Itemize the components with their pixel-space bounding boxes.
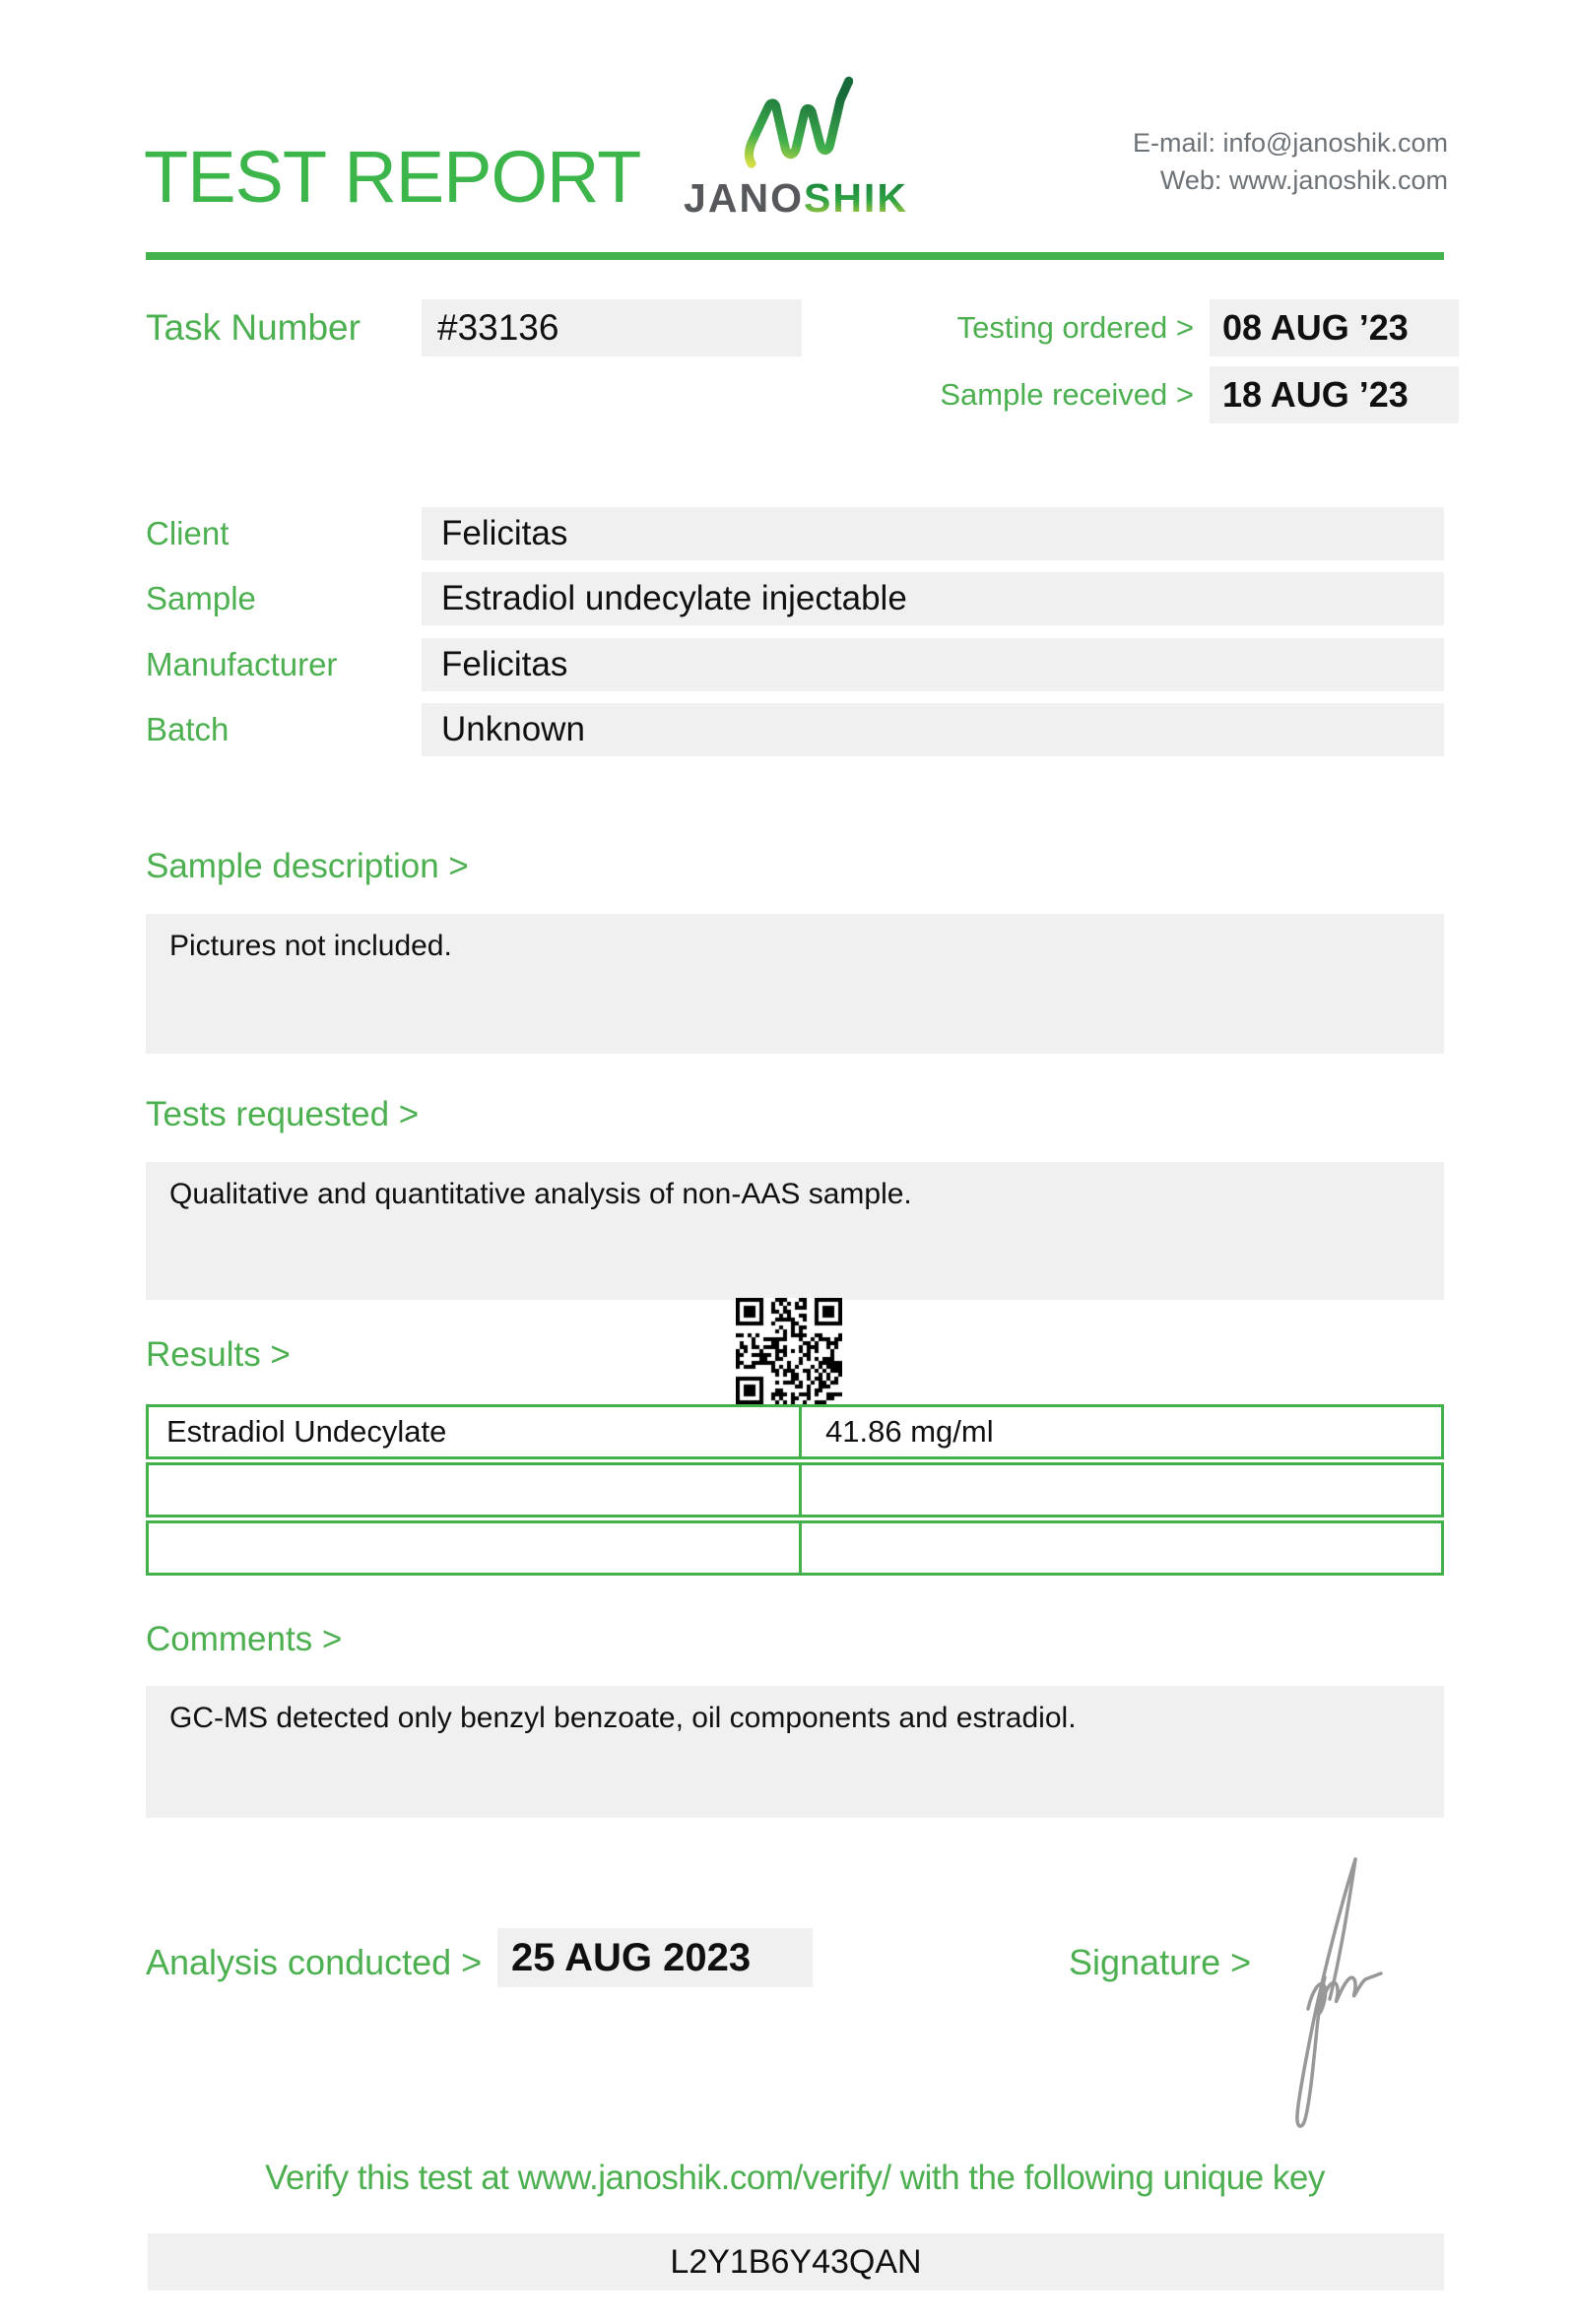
analyte-cell (149, 1523, 802, 1573)
result-cell (802, 1465, 1441, 1515)
table-row (146, 1404, 1444, 1459)
sample-received-value: 18 AUG ’23 (1210, 366, 1459, 423)
batch-value: Unknown (422, 703, 1444, 756)
signature-scribble (1271, 1851, 1389, 2137)
qr-code (736, 1298, 842, 1404)
contact-block (1133, 124, 1448, 199)
testing-ordered-value: 08 AUG ’23 (1210, 299, 1459, 356)
header-divider (146, 252, 1444, 260)
task-number-value: #33136 (422, 299, 802, 356)
result-cell: 41.86 mg/ml (825, 1414, 994, 1449)
sample-label: Sample (146, 580, 256, 616)
analyte-cell: Estradiol Undecylate (149, 1407, 802, 1456)
result-cell (802, 1523, 1441, 1573)
comments-text: GC-MS detected only benzyl benzoate, oil components and estradiol. (169, 1702, 1077, 1734)
testing-ordered-label: Testing ordered > (956, 310, 1194, 345)
signature-label: Signature > (1069, 1942, 1252, 1982)
analysis-conducted-label: Analysis conducted > (146, 1942, 483, 1982)
table-row (146, 1520, 1444, 1576)
analysis-date-value: 25 AUG 2023 (497, 1928, 813, 1987)
sample-description-box (146, 914, 1444, 1054)
logo-shik: SHIK (803, 175, 908, 221)
client-value: Felicitas (422, 507, 1444, 560)
sample-description-heading: Sample description > (146, 847, 469, 885)
comments-box (146, 1686, 1444, 1818)
growth-chart-icon (737, 61, 853, 177)
contact-web: Web: www.janoshik.com (1159, 165, 1448, 195)
results-heading: Results > (146, 1335, 291, 1374)
verify-instruction: Verify this test at www.janoshik.com/verify/ with the following unique key (265, 2159, 1325, 2197)
page-title: TEST REPORT (144, 136, 641, 218)
manufacturer-label: Manufacturer (146, 646, 338, 682)
sample-received-label: Sample received > (940, 377, 1194, 412)
tests-requested-heading: Tests requested > (146, 1095, 420, 1133)
client-label: Client (146, 515, 230, 551)
logo-jano: JANO (684, 175, 804, 221)
results-table (146, 1404, 1444, 1579)
verify-key: L2Y1B6Y43QAN (148, 2233, 1444, 2291)
tests-requested-box (146, 1162, 1444, 1300)
contact-email: E-mail: info@janoshik.com (1132, 128, 1448, 158)
batch-label: Batch (146, 711, 230, 747)
analyte-cell (149, 1465, 802, 1515)
tests-requested-text: Qualitative and quantitative analysis of non-AAS sample. (169, 1178, 912, 1210)
manufacturer-value: Felicitas (422, 638, 1444, 691)
sample-value: Estradiol undecylate injectable (422, 572, 1444, 625)
comments-heading: Comments > (146, 1620, 343, 1658)
sample-description-text: Pictures not included. (169, 930, 452, 962)
table-row (146, 1462, 1444, 1517)
logo-wordmark (668, 175, 924, 222)
task-number-label: Task Number (146, 307, 361, 348)
